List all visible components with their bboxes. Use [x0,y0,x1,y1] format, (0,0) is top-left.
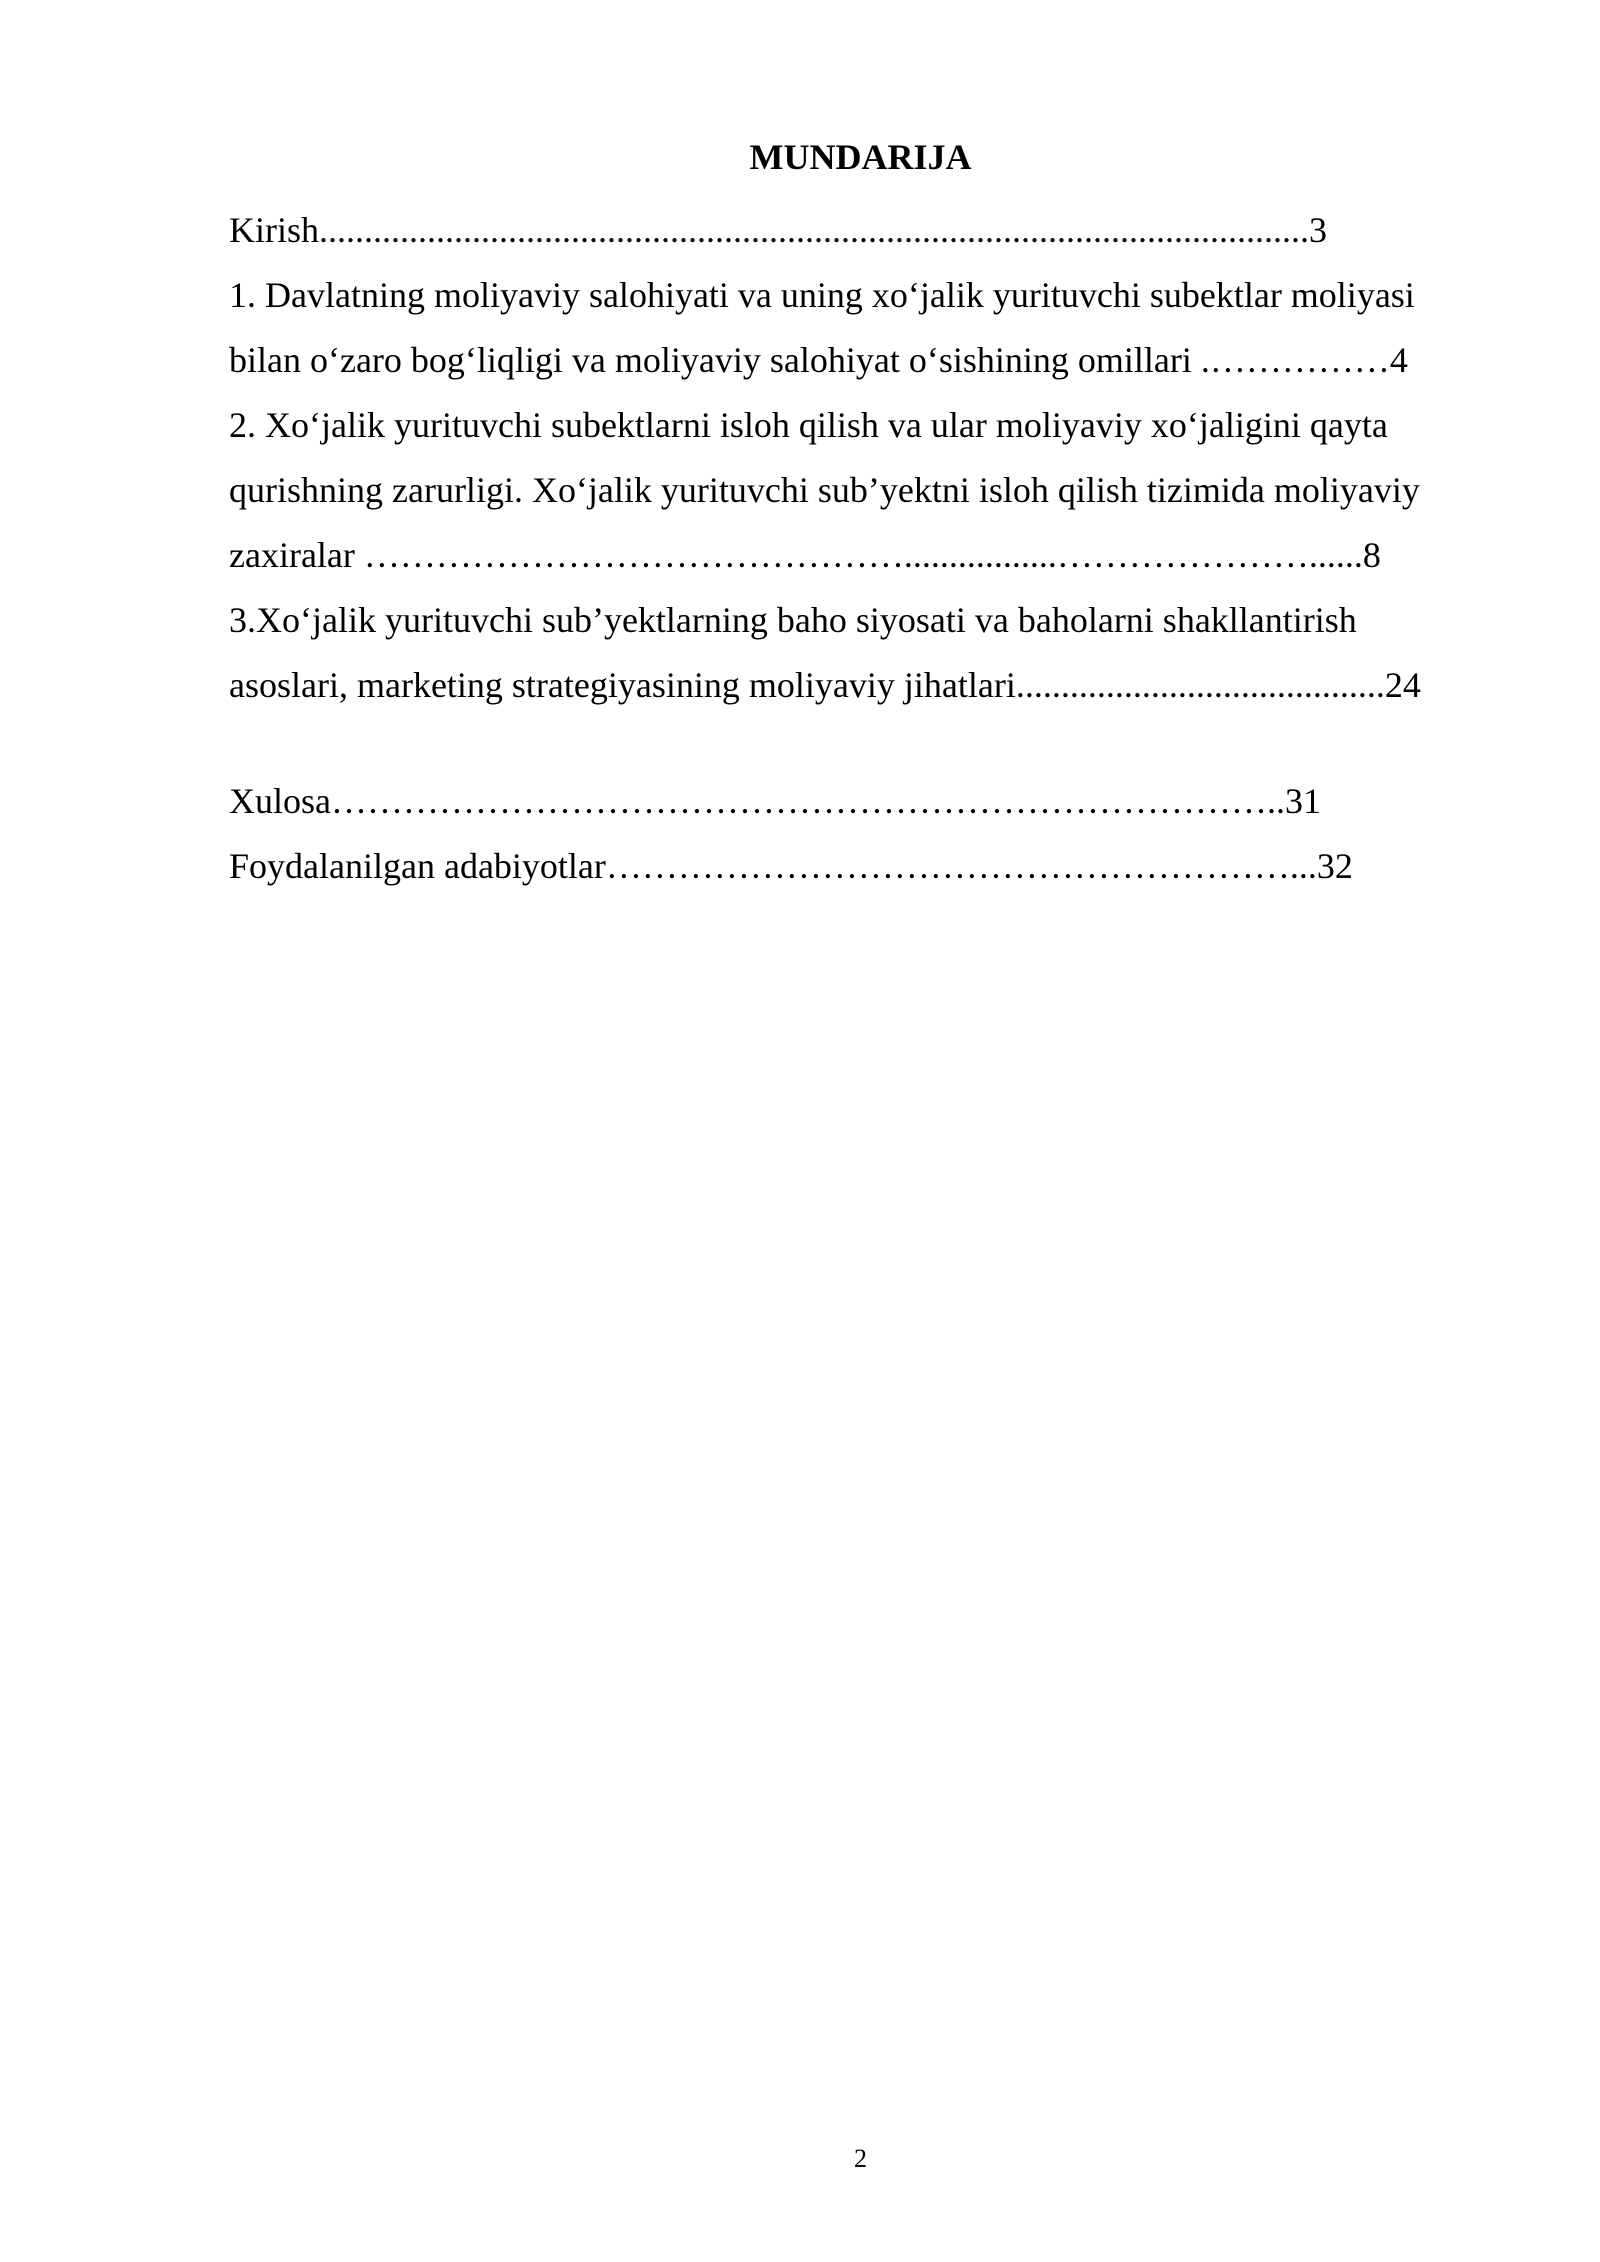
page-number: 2 [854,2144,867,2173]
toc-entry-1-line-1: 1. Davlatning moliyaviy salohiyati va uning xo‘jalik yurituvchi subektlar moliyasi [229,275,1415,315]
page-title: MUNDARIJA [749,137,972,177]
toc-entry-xulosa: Xulosa……………………………………………………………………..31 [229,781,1321,821]
toc-entry-kirish: Kirish..............................................................................................................3 [229,210,1327,250]
toc-entry-2-line-2: qurishning zarurligi. Xo‘jalik yurituvchi sub’yektni isloh qilish tizimida moliyaviy [229,470,1420,510]
toc-entry-adabiyotlar: Foydalanilgan adabiyotlar…………………………………………………...32 [229,846,1353,886]
toc-entry-2-line-1: 2. Xo‘jalik yurituvchi subektlarni isloh qilish va ular moliyaviy xo‘jaligini qayta [229,405,1388,445]
table-of-contents [229,198,1491,899]
toc-entry-1-line-2: bilan o‘zaro bog‘liqligi va moliyaviy salohiyat o‘sishining omillari .……………4 [229,340,1408,380]
toc-entry-2-line-3: zaxiralar ……………………………………….................…………………......8 [229,535,1381,575]
toc-spacer [229,718,1491,769]
toc-entry-3-line-1: 3.Xo‘jalik yurituvchi sub’yektlarning baho siyosati va baholarni shakllantirish [229,600,1357,640]
toc-entry-3-line-2: asoslari, marketing strategiyasining moliyaviy jihatlari.........................................24 [229,665,1421,705]
